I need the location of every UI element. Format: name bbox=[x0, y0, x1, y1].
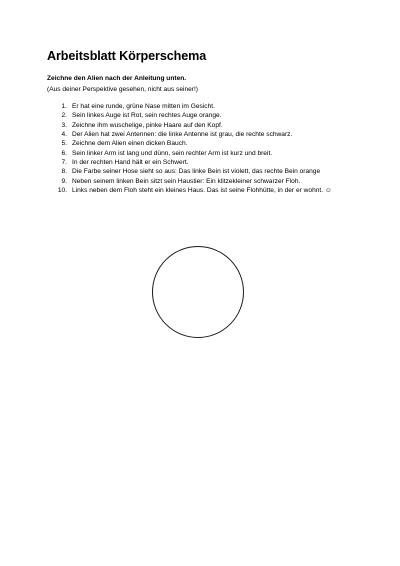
step-text: Zeichne dem Alien einen dicken Bauch. bbox=[72, 140, 188, 148]
step-number: 3. bbox=[61, 121, 67, 129]
step-number: 5. bbox=[61, 140, 67, 148]
step-number: 7. bbox=[61, 159, 67, 167]
step-number: 1. bbox=[61, 103, 67, 110]
step-text: Zeichne ihm wuschelige, pinke Haare auf den Kopf. bbox=[72, 121, 223, 129]
step-text: Neben seinem linken Bein sitzt sein Haustier: Ein klitzekleiner schwarzer Floh. bbox=[72, 177, 301, 185]
step-number: 10. bbox=[57, 187, 67, 195]
step-text: In der rechten Hand hält er ein Schwert. bbox=[72, 159, 189, 167]
step-number: 8. bbox=[61, 168, 67, 176]
step-number: 4. bbox=[61, 131, 67, 139]
step-number: 9. bbox=[61, 177, 67, 185]
instruction-text: Zeichne den Alien nach der Anleitung unten. bbox=[47, 75, 187, 82]
perspective-note: (Aus deiner Perspektive gesehen, nicht aus seiner!) bbox=[47, 86, 199, 93]
step-text: Er hat eine runde, grüne Nase mitten im Gesicht. bbox=[72, 103, 215, 110]
step-text: Sein linkes Auge ist Rot, sein rechtes Auge orange. bbox=[72, 112, 222, 120]
step-text: Der Alien hat zwei Antennen: die linke Antenne ist grau, die rechte schwarz. bbox=[72, 131, 293, 139]
step-text: Links neben dem Floh steht ein kleines Haus. Das ist seine Flohhütte, in der er wohnt. ☺ bbox=[72, 187, 332, 195]
step-number: 6. bbox=[61, 149, 67, 157]
worksheet-title: Arbeitsblatt Körperschema bbox=[47, 49, 207, 63]
step-text: Die Farbe seiner Hose sieht so aus: Das linke Bein ist violett, das rechte Bein orange bbox=[72, 168, 321, 176]
drawing-circle bbox=[152, 246, 244, 338]
step-text: Sein linker Arm ist lang und dünn, sein rechter Arm ist kurz und breit. bbox=[72, 149, 273, 157]
step-number: 2. bbox=[61, 112, 67, 120]
